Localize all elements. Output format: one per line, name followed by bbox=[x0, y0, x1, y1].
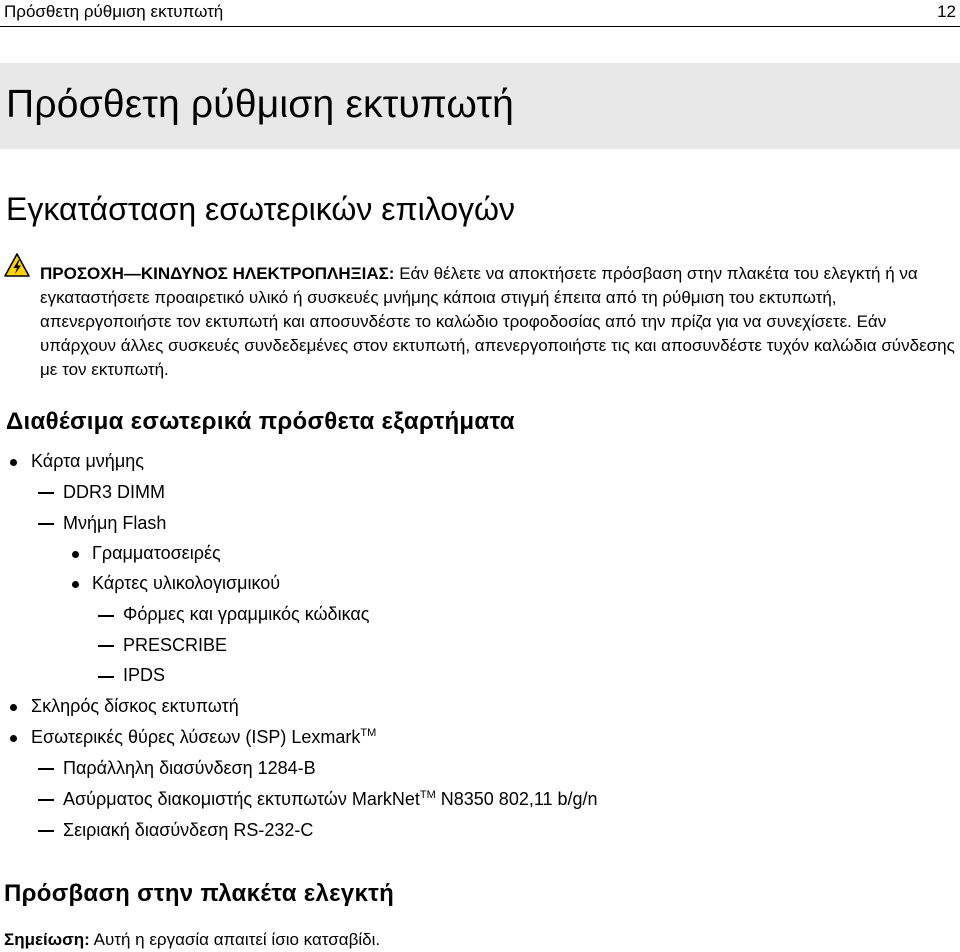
bullet-icon bbox=[10, 704, 17, 711]
bullet-icon bbox=[10, 735, 17, 742]
dash-icon bbox=[38, 768, 54, 770]
list-item-isp bbox=[31, 727, 376, 748]
electric-shock-warning-icon bbox=[4, 253, 30, 277]
wireless-model: N8350 802,11 b/g/n bbox=[435, 789, 598, 809]
dash-icon bbox=[98, 615, 114, 617]
dash-icon bbox=[38, 830, 54, 832]
trademark-mark: TM bbox=[419, 789, 436, 801]
section-title: Εγκατάσταση εσωτερικών επιλογών bbox=[6, 191, 516, 227]
running-title: Πρόσθετη ρύθμιση εκτυπωτή bbox=[4, 2, 224, 21]
list-item-hard-disk: Σκληρός δίσκος εκτυπωτή bbox=[31, 696, 239, 716]
bullet-icon bbox=[72, 581, 79, 588]
list-item-fonts: Γραμματοσειρές bbox=[92, 543, 221, 563]
dash-icon bbox=[38, 799, 54, 801]
list-item-flash: Μνήμη Flash bbox=[63, 513, 167, 533]
wireless-text: Ασύρματος διακομιστής εκτυπωτών MarkNet bbox=[63, 789, 420, 809]
list-item-wireless bbox=[63, 789, 598, 810]
warning-label: ΠΡΟΣΟΧΗ—ΚΙΝΔΥΝΟΣ ΗΛΕΚΤΡΟΠΛΗΞΙΑΣ: bbox=[40, 264, 395, 283]
running-header bbox=[0, 0, 960, 27]
dash-icon bbox=[38, 492, 54, 494]
chapter-band bbox=[0, 63, 960, 149]
warning-body: Εάν θέλετε να αποκτήσετε πρόσβαση στην πλακέτα του ελεγκτή ή να εγκαταστήσετε προαιρετικό υλικό ή συσκευές μνήμης κάποια στιγμή έπειτα από τη ρύθμιση του εκτυπωτή, απενεργοποιήστε τον εκτυπωτή και αποσυνδέστε το καλώδιο τροφοδοσίας από την πρίζα για να συνεχίσετε. Εάν υπάρχουν άλλες συσκευές συνδεδεμένες στον εκτυπωτή, απενεργοποιήστε τις και αποσυνδέστε τυχόν καλώδια σύνδεσης με τον εκτυπωτή. bbox=[40, 264, 955, 379]
list-item-parallel: Παράλληλη διασύνδεση 1284‑B bbox=[63, 758, 316, 778]
page-number: 12 bbox=[937, 2, 956, 21]
list-item-prescribe: PRESCRIBE bbox=[123, 635, 228, 655]
dash-icon bbox=[98, 645, 114, 647]
list-item-ipds: IPDS bbox=[123, 665, 166, 685]
list-item-ddr3: DDR3 DIMM bbox=[63, 482, 165, 502]
dash-icon bbox=[38, 523, 54, 525]
list-item-forms-barcode: Φόρμες και γραμμικός κώδικας bbox=[123, 604, 370, 624]
chapter-title: Πρόσθετη ρύθμιση εκτυπωτή bbox=[6, 83, 515, 126]
note-text: Αυτή η εργασία απαιτεί ίσιο κατσαβίδι. bbox=[89, 930, 381, 949]
list-item-firmware-cards: Κάρτες υλικολογισμικού bbox=[92, 573, 281, 593]
isp-text: Εσωτερικές θύρες λύσεων (ISP) Lexmark bbox=[31, 727, 361, 747]
warning-paragraph bbox=[40, 262, 955, 382]
note bbox=[4, 930, 380, 950]
list-item-serial: Σειριακή διασύνδεση RS‑232‑C bbox=[63, 820, 314, 840]
list-item-memory-card: Κάρτα μνήμης bbox=[31, 451, 144, 471]
trademark-mark: TM bbox=[360, 727, 377, 739]
dash-icon bbox=[98, 676, 114, 678]
note-label: Σημείωση: bbox=[4, 930, 90, 949]
subsection-title: Διαθέσιμα εσωτερικά πρόσθετα εξαρτήματα bbox=[6, 408, 515, 435]
bullet-icon bbox=[72, 551, 79, 558]
access-section-title: Πρόσβαση στην πλακέτα ελεγκτή bbox=[4, 880, 395, 907]
bullet-icon bbox=[10, 459, 17, 466]
